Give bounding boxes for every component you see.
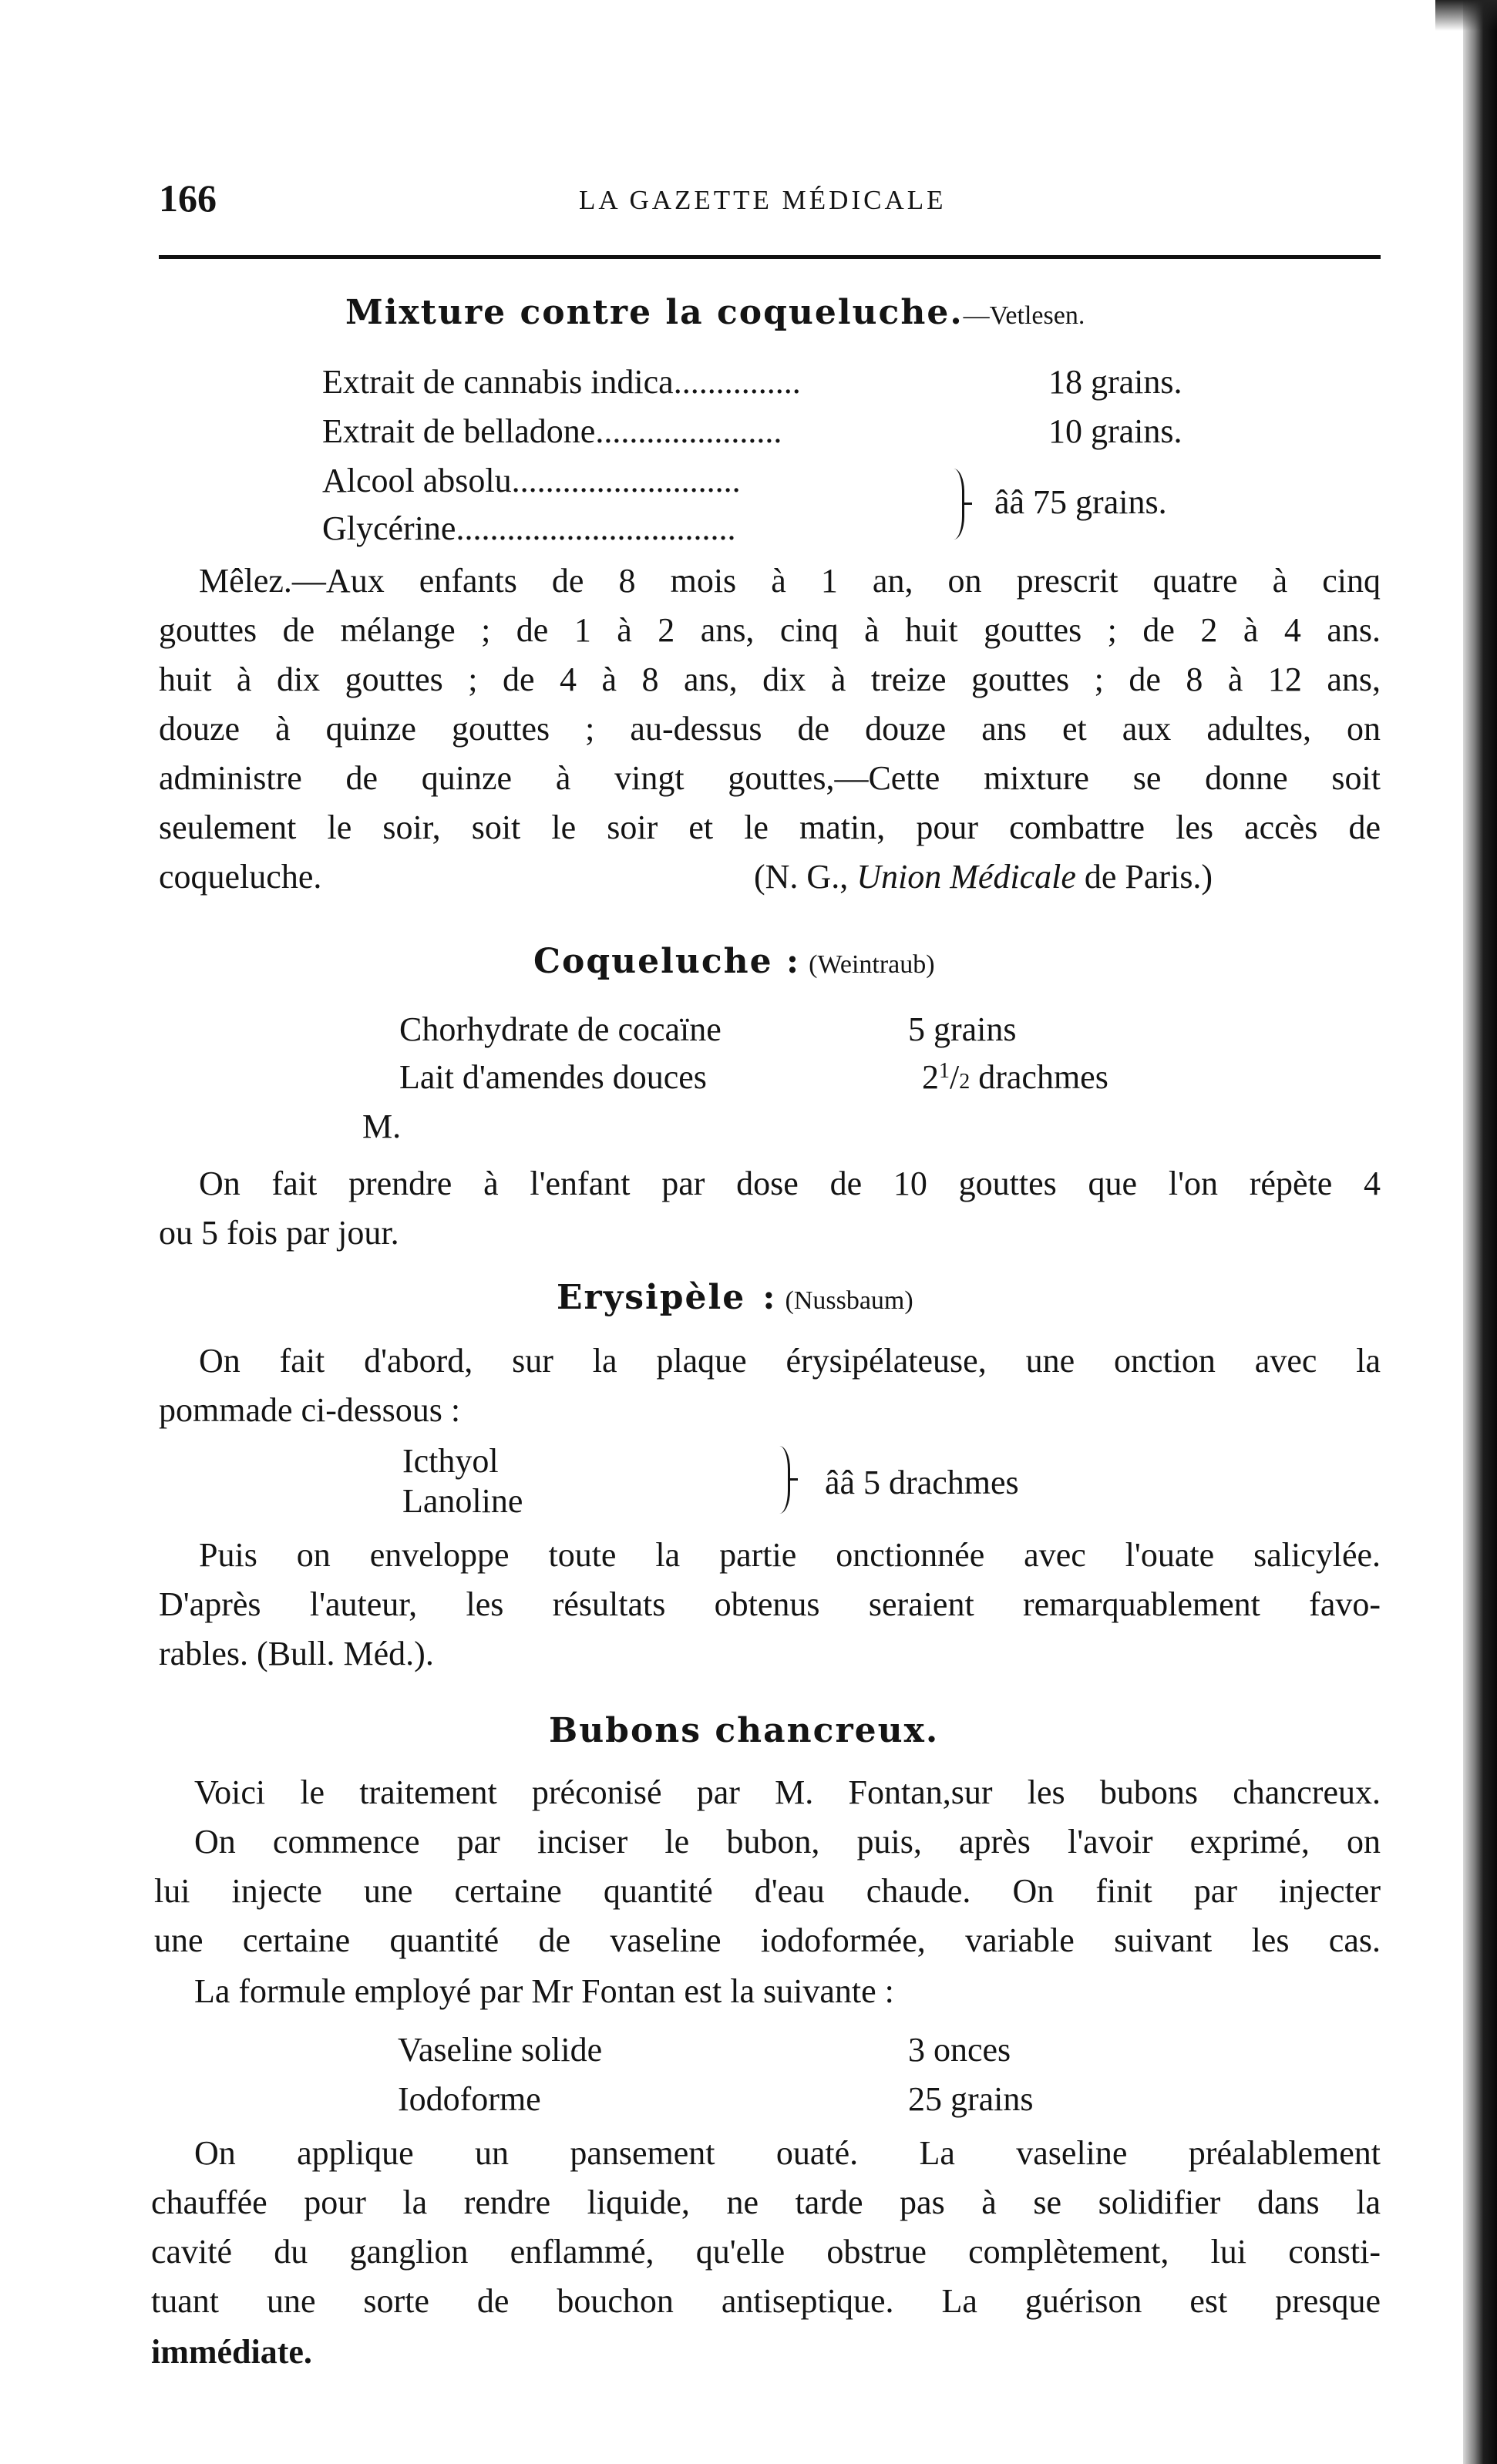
paragraph-line: administre de quinze à vingt gouttes,—Cette mixture se donne soit [159,759,1381,797]
ingredient-name: Alcool absolu [322,462,512,499]
header-rule [159,255,1381,259]
brace-upper [951,469,964,504]
paragraph-line: Voici le traitement préconisé par M. Fontan,sur les bubons chancreux. [194,1773,1381,1811]
paragraph-line: gouttes de mélange ; de 1 à 2 ans, cinq à huit gouttes ; de 2 à 4 ans. [159,611,1381,649]
leader-dots: ................................. [456,509,736,547]
ingredient-name: Iodoforme [398,2080,541,2118]
formula-intro: La formule employé par Mr Fontan est la suivante : [194,1972,894,2010]
leader-dots: ............... [673,363,801,401]
paragraph-line: cavité du ganglion enflammé, qu'elle obstrue complètement, lui consti- [151,2233,1381,2271]
quantity-unit: drachmes [978,1058,1108,1096]
brace-lower [777,1480,790,1514]
paragraph-line: seulement le soir, soit le soir et le matin, pour combattre les accès de [159,808,1381,846]
heading-colon: : [762,1278,777,1317]
section-heading-erysipele [557,1278,913,1317]
section-author: —Vetlesen. [963,301,1085,330]
leader-dots: ........................... [511,462,741,499]
ingredient-row [322,464,741,498]
paragraph-last-line: immédiate. [151,2333,312,2371]
paragraph-line: Mêlez.—Aux enfants de 8 mois à 1 an, on prescrit quatre à cinq [199,562,1381,600]
ingredient-row [322,509,736,547]
ingredient-quantity: 3 onces [908,2031,1011,2069]
section-author: (Weintraub) [809,950,935,979]
ingredient-name: Icthyol [402,1442,499,1480]
ingredient-name: Vaseline solide [398,2031,603,2069]
brace-upper [777,1446,790,1480]
brace-point [790,1478,798,1481]
shared-quantity: ââ 75 grains. [994,483,1167,521]
ingredient-quantity: 18 grains. [1048,363,1182,401]
section-title: Bubons chancreux. [549,1711,940,1750]
ingredient-name: Chorhydrate de cocaïne [399,1010,722,1048]
paragraph-line: huit à dix gouttes ; de 4 à 8 ans, dix à treize gouttes ; de 8 à 12 ans, [159,661,1381,698]
section-heading-coqueluche [533,942,935,981]
page-edge-shadow [1463,0,1497,2464]
ingredient-name: Lait d'amendes douces [399,1058,707,1096]
ingredient-name: Lanoline [402,1482,523,1520]
ingredient-name: Extrait de belladone [322,412,596,450]
paragraph-line: chauffée pour la rendre liquide, ne tarde pas à se solidifier dans la [151,2183,1381,2221]
section-title: Erysipèle [557,1278,746,1317]
paragraph-line: douze à quinze gouttes ; au-dessus de douze ans et aux adultes, on [159,710,1381,748]
section-title: Mixture contre la coqueluche. [345,293,964,332]
paragraph-line: On fait d'abord, sur la plaque érysipélateuse, une onction avec la [199,1342,1381,1380]
source-citation [754,860,1213,894]
ingredient-row [322,412,782,450]
paragraph-line: lui injecte une certaine quantité d'eau chaude. On finit par injecter [154,1872,1381,1910]
ingredient-quantity: $2^1/2$ drachmes [922,1058,1108,1096]
fraction-numerator: 1 [939,1059,950,1083]
paragraph-line: Puis on enveloppe toute la partie onctionnée avec l'ouate salicylée. [199,1536,1381,1574]
quantity-integer: 2 [922,1058,939,1096]
ingredient-name: Glycérine [322,509,456,547]
section-heading-mixture [345,293,1085,332]
paragraph-last-line: pommade ci-dessous : [159,1391,461,1429]
leader-dots: ...................... [595,412,782,450]
shared-quantity: ââ 5 drachmes [825,1464,1019,1501]
paragraph-last-line: rables. (Bull. Méd.). [159,1635,434,1672]
section-author: (Nussbaum) [785,1286,913,1315]
page-header [159,171,1381,225]
page-number: 166 [159,176,217,220]
ingredient-quantity: 25 grains [908,2080,1034,2118]
ingredient-row [322,365,801,399]
paragraph-line: tuant une sorte de bouchon antiseptique. La guérison est presque [151,2282,1381,2320]
ingredient-quantity: 10 grains. [1048,412,1182,450]
ingredient-quantity: 5 grains [908,1010,1017,1048]
paragraph-line: On applique un pansement ouaté. La vaseline préalablement [194,2134,1381,2172]
paragraph-line: D'après l'auteur, les résultats obtenus seraient remarquablement favo- [159,1585,1381,1623]
paragraph-line: On fait prendre à l'enfant par dose de 10 gouttes que l'on répète 4 [199,1165,1381,1202]
paragraph-last-line: ou 5 fois par jour. [159,1214,399,1252]
running-title: LA GAZETTE MÉDICALE [579,185,947,215]
brace-lower [951,504,964,540]
brace-point [964,503,972,505]
section-title: Coqueluche : [533,942,801,981]
ingredient-name: Extrait de cannabis indica [322,363,674,401]
paragraph-line: On commence par inciser le bubon, puis, après l'avoir exprimé, on [194,1823,1381,1861]
paragraph-last-line: coqueluche. [159,858,322,896]
page-corner-shadow [1435,0,1497,31]
citation-suffix: de Paris.) [1075,858,1213,896]
citation-prefix: (N. G., [754,858,857,896]
fraction-denominator: 2 [959,1070,971,1094]
section-heading-bubons [549,1711,940,1750]
paragraph-line: une certaine quantité de vaseline iodoformée, variable suivant les cas. [154,1921,1381,1959]
journal-name: Union Médicale [856,858,1076,896]
misce-mark: M. [362,1108,402,1145]
